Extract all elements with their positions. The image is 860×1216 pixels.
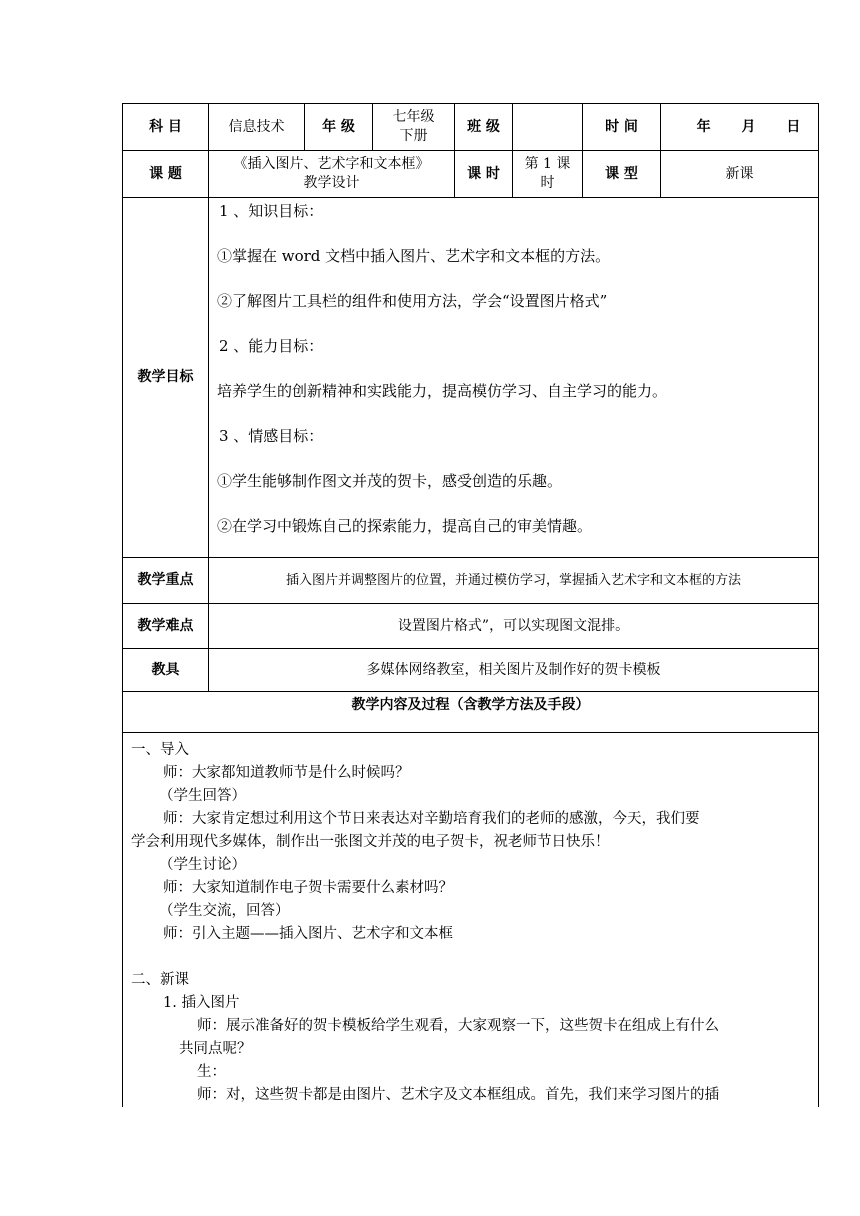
grade-value-line1: 七年级 <box>392 109 435 125</box>
key-points-row <box>123 558 819 604</box>
subject-value: 信息技术 <box>209 104 305 151</box>
process-line: （学生回答） <box>159 788 246 804</box>
tools-value: 多媒体网络教室，相关图片及制作好的贺卡模板 <box>209 649 819 692</box>
process-row <box>123 733 819 1108</box>
lesson-plan-table <box>122 103 819 1107</box>
type-value: 新课 <box>661 151 819 198</box>
process-line: 师：大家都知道教师节是什么时候吗？ <box>163 765 410 781</box>
date-month: 月 <box>741 118 756 135</box>
process-line <box>131 946 810 969</box>
objectives-label: 教学目标 <box>123 198 209 558</box>
topic-row <box>123 151 819 198</box>
tools-label: 教具 <box>123 649 209 692</box>
key-points-value: 插入图片并调整图片的位置，并通过模仿学习，掌握插入艺术字和文本框的方法 <box>209 558 819 604</box>
process-line: 师：大家肯定想过利用这个节日来表达对辛勤培育我们的老师的感激，今天，我们要 <box>163 811 700 827</box>
objective-line: 2 、能力目标： <box>219 337 324 355</box>
process-line: 师：对，这些贺卡都是由图片、艺术字及文本框组成。首先，我们来学习图片的插 <box>197 1087 719 1103</box>
topic-label: 课 题 <box>123 151 209 198</box>
process-line: 师：引入主题——插入图片、艺术字和文本框 <box>163 926 453 942</box>
grade-label: 年 级 <box>305 104 373 151</box>
date-year: 年 <box>696 118 711 135</box>
process-line: （学生交流，回答） <box>159 903 290 919</box>
objective-line: ①学生能够制作图文并茂的贺卡，感受创造的乐趣。 <box>217 472 563 490</box>
process-line: 生： <box>197 1064 226 1080</box>
process-line: （学生讨论） <box>159 857 246 873</box>
objective-line: ②了解图片工具栏的组件和使用方法，学会“设置图片格式” <box>217 292 608 310</box>
topic-value <box>209 151 455 198</box>
process-line: 学会利用现代多媒体，制作出一张图文并茂的电子贺卡，祝老师节日快乐！ <box>131 834 610 850</box>
key-points-label: 教学重点 <box>123 558 209 604</box>
objective-line: 3 、情感目标： <box>219 427 324 445</box>
objective-line: 1 、知识目标： <box>219 202 324 220</box>
class-value <box>513 104 583 151</box>
type-label: 课 型 <box>583 151 661 198</box>
topic-line2: 教学设计 <box>303 175 360 191</box>
subject-label: 科 目 <box>123 104 209 151</box>
time-label: 时 间 <box>583 104 661 151</box>
process-line: 共同点呢？ <box>179 1041 252 1057</box>
process-title-row <box>123 692 819 733</box>
objective-line: ①掌握在 word 文档中插入图片、艺术字和文本框的方法。 <box>217 247 611 265</box>
grade-value-line2: 下册 <box>399 128 428 144</box>
difficulties-row <box>123 604 819 649</box>
hours-label: 课 时 <box>455 151 513 198</box>
topic-line1: 《插入图片、艺术字和文本框》 <box>233 156 430 172</box>
header-row <box>123 104 819 151</box>
grade-value <box>373 104 455 151</box>
process-line: 师：大家知道制作电子贺卡需要什么素材吗？ <box>163 880 453 896</box>
date-day: 日 <box>786 118 801 135</box>
date-value <box>661 104 819 151</box>
objective-line: 培养学生的创新精神和实践能力，提高模仿学习、自主学习的能力。 <box>217 382 668 400</box>
process-line: 一、导入 <box>131 742 189 758</box>
hours-line2: 时 <box>540 175 555 191</box>
hours-value <box>513 151 583 198</box>
objective-line: ②在学习中锻炼自己的探索能力，提高自己的审美情趣。 <box>217 517 593 535</box>
process-title: 教学内容及过程（含教学方法及手段） <box>123 692 819 733</box>
process-line: 二、新课 <box>131 972 189 988</box>
tools-row <box>123 649 819 692</box>
process-line: 1. 插入图片 <box>163 995 240 1011</box>
difficulties-value: 设置图片格式”，可以实现图文混排。 <box>209 604 819 649</box>
objectives-row <box>123 198 819 558</box>
class-label: 班 级 <box>455 104 513 151</box>
objectives-content <box>209 198 819 558</box>
process-line: 师：展示准备好的贺卡模板给学生观看，大家观察一下，这些贺卡在组成上有什么 <box>197 1018 719 1034</box>
difficulties-label: 教学难点 <box>123 604 209 649</box>
process-content <box>123 733 819 1108</box>
hours-line1: 第 1 课 <box>524 156 571 172</box>
